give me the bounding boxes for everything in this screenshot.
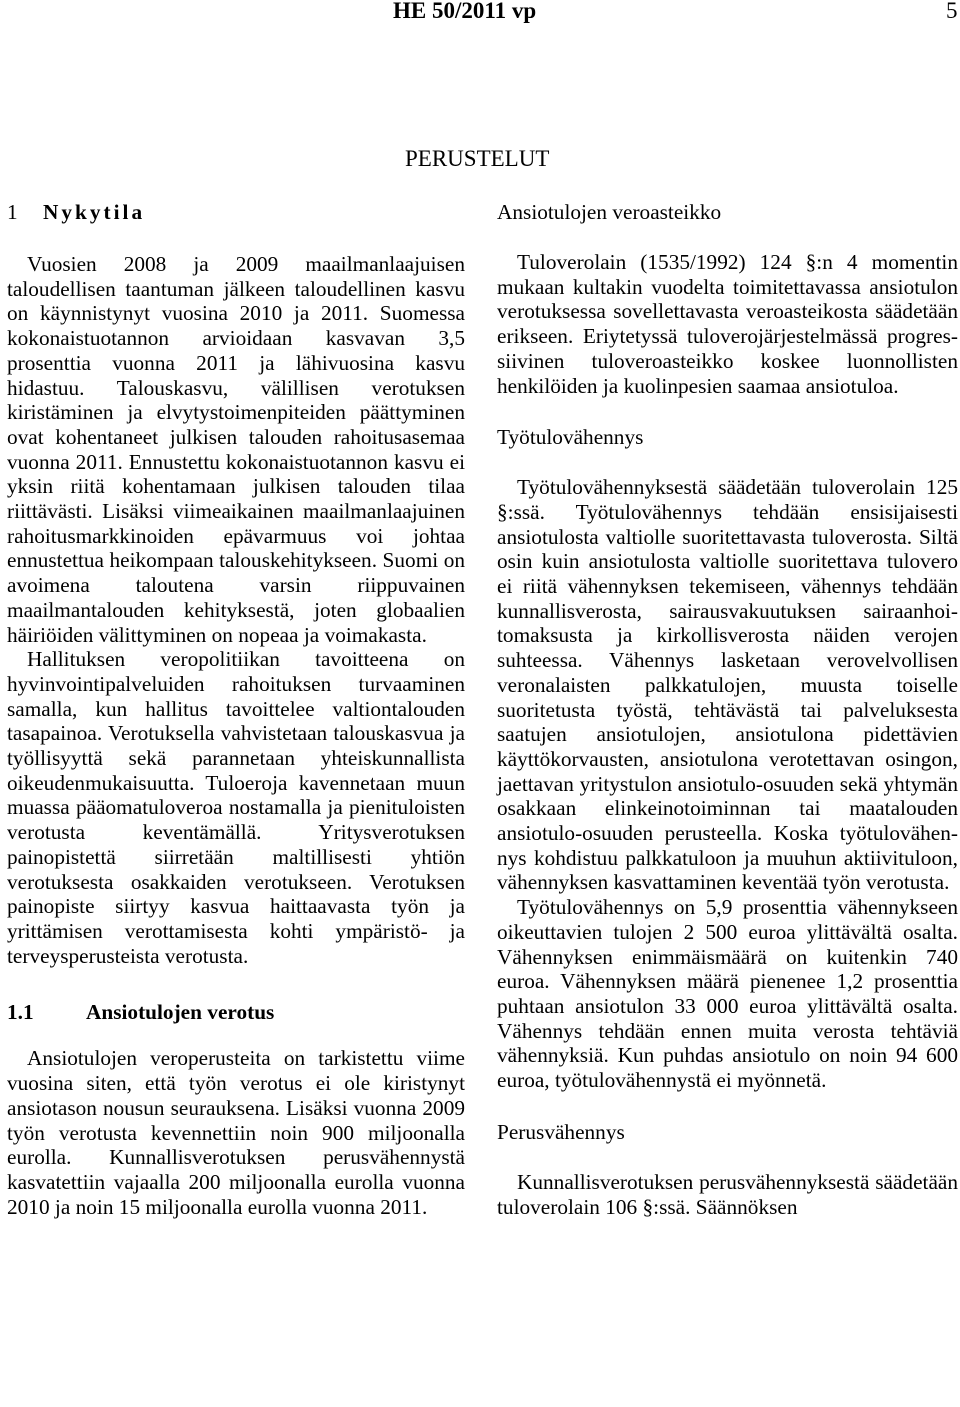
paragraph: Tuloverolain (1535/1992) 124 §:n 4 momentin mukaan kultakin vuodelta toimitettavassa ansiotulon verotuksessa sovellettavasta veroasteikosta säädetään erikseen. Eriytetyssä tuloverojärjestelmässä progressiivinen tuloveroasteikko koskee luonnollisten henkilöiden ja kuolinpesien saamaa ansiotuloa. xyxy=(497,250,958,398)
main-title: PERUSTELUT xyxy=(405,146,550,171)
section-1-1-title: Ansiotulojen verotus xyxy=(86,1000,275,1025)
section-1-number: 1 xyxy=(7,200,18,224)
paragraph: Hallituksen veropolitiikan tavoitteena on hyvinvointipalveluiden rahoituksen turvaaminen samalla, kun hallitus tavoittelee valtiontalouden tasapainoa. Verotuksella vahvistetaan talouskasvua ja työllisyyttä sekä parannetaan yhteiskunnallista oikeudenmukaisuutta. Tuloeroja kavennetaan muun muassa pääomatuloveroa nostamalla ja pienituloisten verotusta keventämällä. Yritysverotuksen painopistettä siirretään maltillisesti yhtiön verotuksesta osakkaiden verotukseen. Verotuksen painopiste siirtyy kasvua haittaavasta työn ja yrittämisen verottamisesta kohti ympäristö- ja terveysperusteista verotusta. xyxy=(7,647,465,968)
right-column xyxy=(497,199,958,1219)
paragraph: Vuosien 2008 ja 2009 maailmanlaajuisen taloudellisen taantuman jälkeen taloudellinen kasvu on käynnistynyt vuosina 2010 ja 2011. Suomessa kokonaistuotannon arvioidaan kasvavan 3,5 prosenttia vuonna 2011 ja lähivuosina kasvu hidastuu. Talouskasvu, välillisen verotuksen kiristäminen ja elvytystoimenpiteiden päättyminen ovat kohentaneet julkisen talouden rahoitusasemaa vuonna 2011. Ennustettu kokonaistuotannon kasvu ei yksin riitä kohentamaan julkisen talouden tilaa riittävästi. Lisäksi viimeaikainen maailmanlaajuinen rahoitusmarkkinoiden epävarmuus voi johtaa ennustettua heikompaan talouskehitykseen. Suomi on avoimena taloutena varsin riippuvainen maailmantalouden kehityksestä, joten globaalien häiriöiden välittyminen on nopeaa ja voimakasta. xyxy=(7,252,465,647)
section-1-title: Nykytila xyxy=(43,200,146,224)
paragraph: Työtulovähennyksestä säädetään tuloverolain 125 §:ssä. Työtulovähennys tehdään ensisijaisesti ansiotulosta valtiolle suoritettavasta tuloverosta. Siltä osin kuin ansiotulosta valtiolle suoritettava tulovero ei riitä vähennyksen tekemiseen, vähennys tehdään kunnallisverosta, sairausvakuutuksen sairaanhoitomaksusta ja kirkollisverosta näiden verojen suhteessa. Vähennys lasketaan verovelvollisen veronalaisten palkkatulojen, muusta toiselle suoritetusta työstä, tehtävästä tai palveluksesta saatujen ansiotulojen, ansiotulona pidettävien käyttökorvausten, ansiotulona verotettavan osingon, jaettavan yritystulon ansiotulo-osuuden sekä yhtymän osakkaan elinkeinotoiminnan tai maatalouden ansiotulo-osuuden perusteella. Koska työtulovähennys kohdistuu palkkatuloon ja muuhun aktiivituloon, vähennyksen kasvattaminen keventää työn verotusta. xyxy=(497,475,958,895)
subheading-tyotulovahennys: Työtulovähennys xyxy=(497,425,644,450)
section-1-heading xyxy=(7,199,465,225)
subheading-veroasteikko: Ansiotulojen veroasteikko xyxy=(497,200,722,224)
section-1-1-heading xyxy=(7,999,465,1025)
section-1-1-number: 1.1 xyxy=(7,1000,34,1025)
left-column xyxy=(7,199,465,1219)
page-header-doc-id: HE 50/2011 vp xyxy=(393,0,537,23)
paragraph: Työtulovähennys on 5,9 prosenttia vähennykseen oikeuttavien tulojen 2 500 euroa ylittävältä osalta. Vähennyksen enimmäismäärä on kuitenkin 740 euroa. Vähennyksen määrä pienenee 1,2 prosenttia puhtaan ansiotulon 33 000 euroa ylittävältä osalta. Vähennys tehdään ennen muita verosta tehtäviä vähennyksiä. Kun puhdas ansiotulo on noin 94 600 euroa, työtulovähennystä ei myönnetä. xyxy=(497,895,958,1093)
paragraph: Ansiotulojen veroperusteita on tarkistettu viime vuosina siten, että työn verotus ei ole kiristynyt ansiotason nousun seurauksena. Lisäksi vuonna 2009 työn verotusta kevennettiin noin 900 miljoonalla eurolla. Kunnallisverotuksen perusvähennystä kasvatettiin vajaalla 200 miljoonalla eurolla vuonna 2010 ja noin 15 miljoonalla eurolla vuonna 2011. xyxy=(7,1046,465,1219)
page-number: 5 xyxy=(946,0,958,23)
subheading-perusvahennys: Perusvähennys xyxy=(497,1119,625,1144)
paragraph: Kunnallisverotuksen perusvähennyksestä säädetään tuloverolain 106 §:ssä. Säännöksen xyxy=(497,1169,958,1219)
